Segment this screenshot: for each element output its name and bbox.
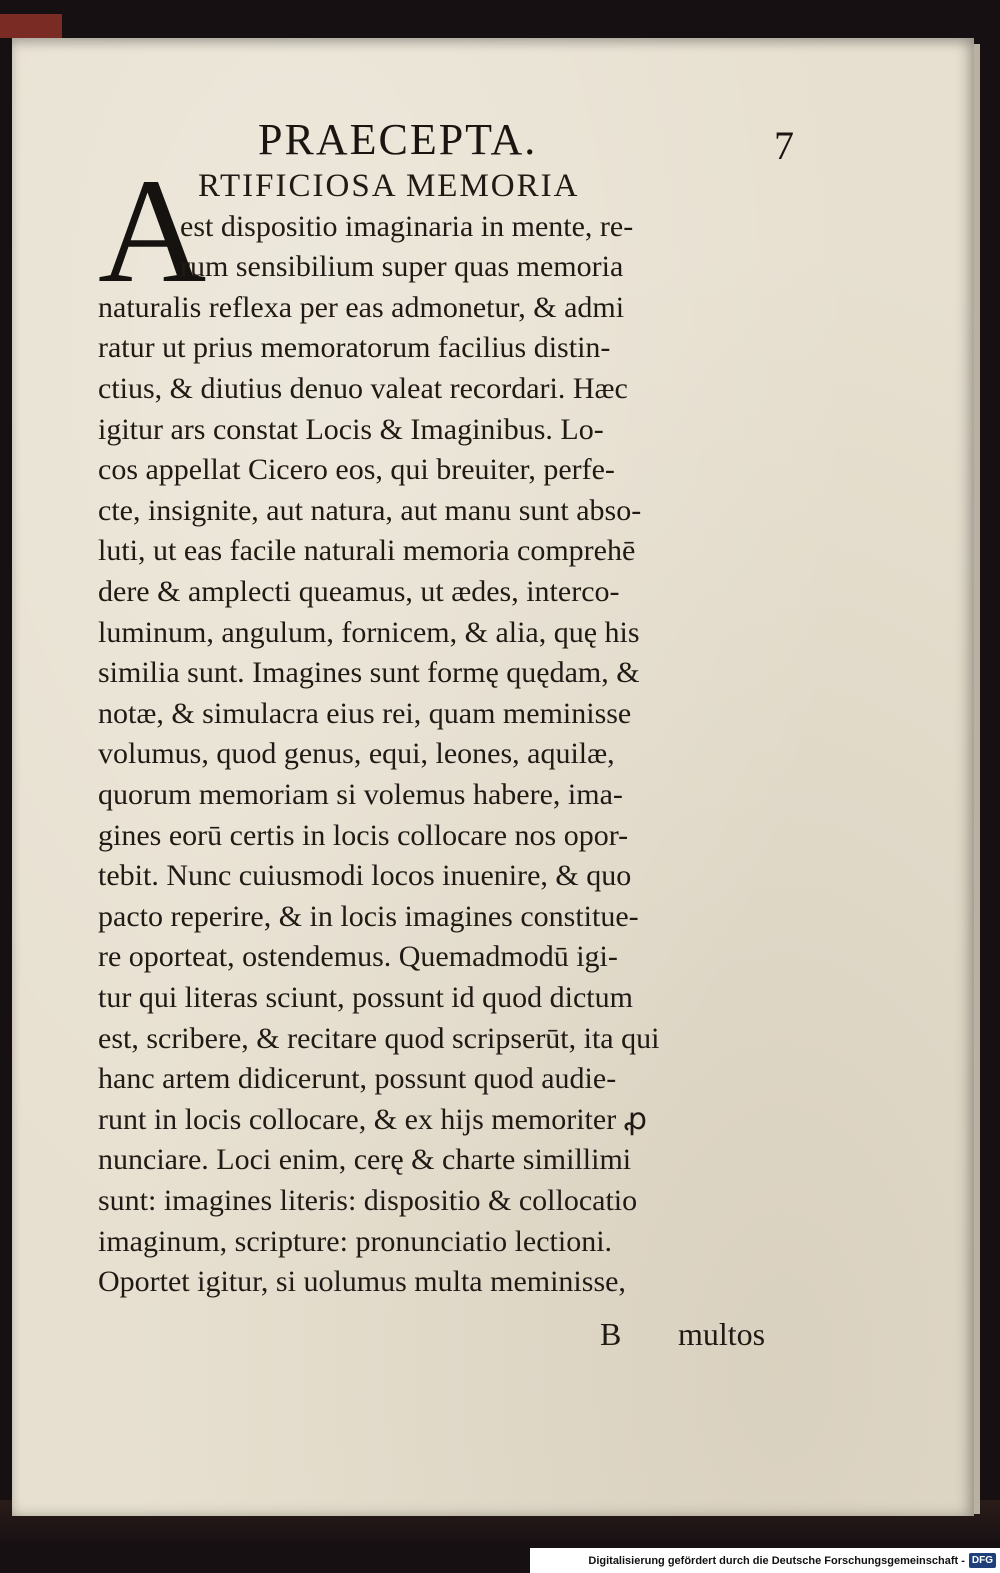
text-line: rum sensibilium super quas memoria xyxy=(180,250,624,284)
text-line: luminum, angulum, fornicem, & alia, quę his xyxy=(98,615,640,649)
signature-mark: B xyxy=(600,1316,622,1352)
book-cover-corner xyxy=(0,14,62,38)
page-edge xyxy=(974,44,980,1514)
text-line: dere & amplecti queamus, ut ædes, interco- xyxy=(98,575,620,608)
text-line: ratur ut prius memoratorum facilius distin- xyxy=(98,331,611,365)
text-line: ctius, & diutius denuo valeat recordari. Hæc xyxy=(98,372,628,405)
text-line: sunt: imagines literis: dispositio & collocatio xyxy=(98,1184,638,1217)
text-line: volumus, quod genus, equi, leones, aquilæ, xyxy=(98,737,615,771)
text-line: runt in locis collocare, & ex hijs memoriter ꝓ xyxy=(98,1102,647,1136)
text-line: nunciare. Loci enim, cerę & charte simillimi xyxy=(98,1143,632,1177)
text-line: cos appellat Cicero eos, qui breuiter, perfe- xyxy=(98,453,615,487)
text-line: imaginum, scripture: pronunciatio lectioni. xyxy=(98,1224,613,1258)
text-line: tebit. Nunc cuiusmodi locos inuenire, & quo xyxy=(98,859,632,893)
drop-cap: A xyxy=(98,148,207,314)
text-line: notæ, & simulacra eius rei, quam meminisse xyxy=(98,696,632,730)
book-page xyxy=(12,38,974,1516)
text-line: quorum memoriam si volemus habere, ima- xyxy=(98,778,623,811)
text-line: RTIFICIOSA MEMORIA xyxy=(198,168,580,204)
text-line: pacto reperire, & in locis imagines constitue- xyxy=(98,899,639,933)
text-line: hanc artem didicerunt, possunt quod audie- xyxy=(98,1062,617,1096)
text-line: est dispositio imaginaria in mente, re- xyxy=(180,209,634,243)
text-line: luti, ut eas facile naturali memoria comprehē xyxy=(98,534,636,568)
text-line: gines eorū certis in locis collocare nos opor- xyxy=(98,818,629,852)
running-header: PRAECEPTA. xyxy=(258,115,538,164)
text-line: tur qui literas sciunt, possunt id quod dictum xyxy=(98,981,633,1014)
text-line: similia sunt. Imagines sunt formę quędam, & xyxy=(98,656,640,690)
text-line: re oporteat, ostendemus. Quemadmodū igi- xyxy=(98,940,618,974)
page-number: 7 xyxy=(774,123,794,168)
text-line: est, scribere, & recitare quod scripserūt, ita qui xyxy=(98,1021,660,1055)
text-line: cte, insignite, aut natura, aut manu sunt abso- xyxy=(98,493,642,527)
footer-credit-bar xyxy=(530,1548,1000,1573)
dfg-logo: DFG xyxy=(969,1553,996,1568)
text-line: Oportet igitur, si uolumus multa meminisse, xyxy=(98,1265,626,1299)
catchword: multos xyxy=(678,1316,766,1352)
footer-credit-text: Digitalisierung gefördert durch die Deutsche Forschungsgemeinschaft - xyxy=(588,1554,965,1567)
text-line: naturalis reflexa per eas admonetur, & admi xyxy=(98,290,625,324)
text-line: igitur ars constat Locis & Imaginibus. Lo- xyxy=(98,412,604,446)
